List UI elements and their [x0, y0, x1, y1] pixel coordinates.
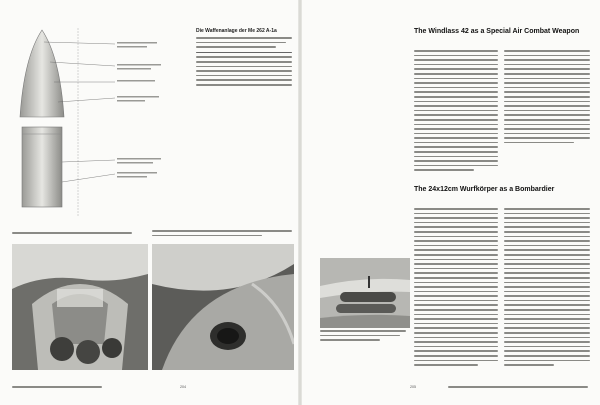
specifications-table-block — [196, 28, 292, 89]
table-rows — [196, 52, 292, 86]
right-footer-lines — [448, 386, 588, 391]
photo-caption-b-lines — [152, 230, 292, 239]
nose-bay-photo — [12, 244, 148, 370]
section-heading-2: The 24x12cm Wurfkörper as a Bombardier — [414, 186, 555, 193]
left-page-number: 204 — [180, 385, 186, 389]
launch-tube-photo — [152, 244, 294, 370]
table-title: Die Waffenanlage der Me 262 A-1a — [196, 28, 277, 34]
section1-column-1 — [414, 50, 498, 174]
section2-column-1 — [414, 208, 498, 369]
section-heading-1: The Windlass 42 as a Special Air Combat Weapon — [414, 28, 580, 35]
left-footer-lines — [12, 386, 102, 391]
table-intro-text — [196, 37, 292, 48]
section1-column-2 — [504, 50, 590, 146]
photo-caption-a-lines — [12, 232, 132, 237]
section2-column-2 — [504, 208, 590, 369]
shell-cutaway-diagram — [10, 22, 190, 222]
right-page-number: 205 — [410, 385, 416, 389]
page-gutter — [298, 0, 302, 405]
rocket-under-wing-photo — [320, 258, 410, 328]
photo-caption-c-lines — [320, 330, 406, 344]
